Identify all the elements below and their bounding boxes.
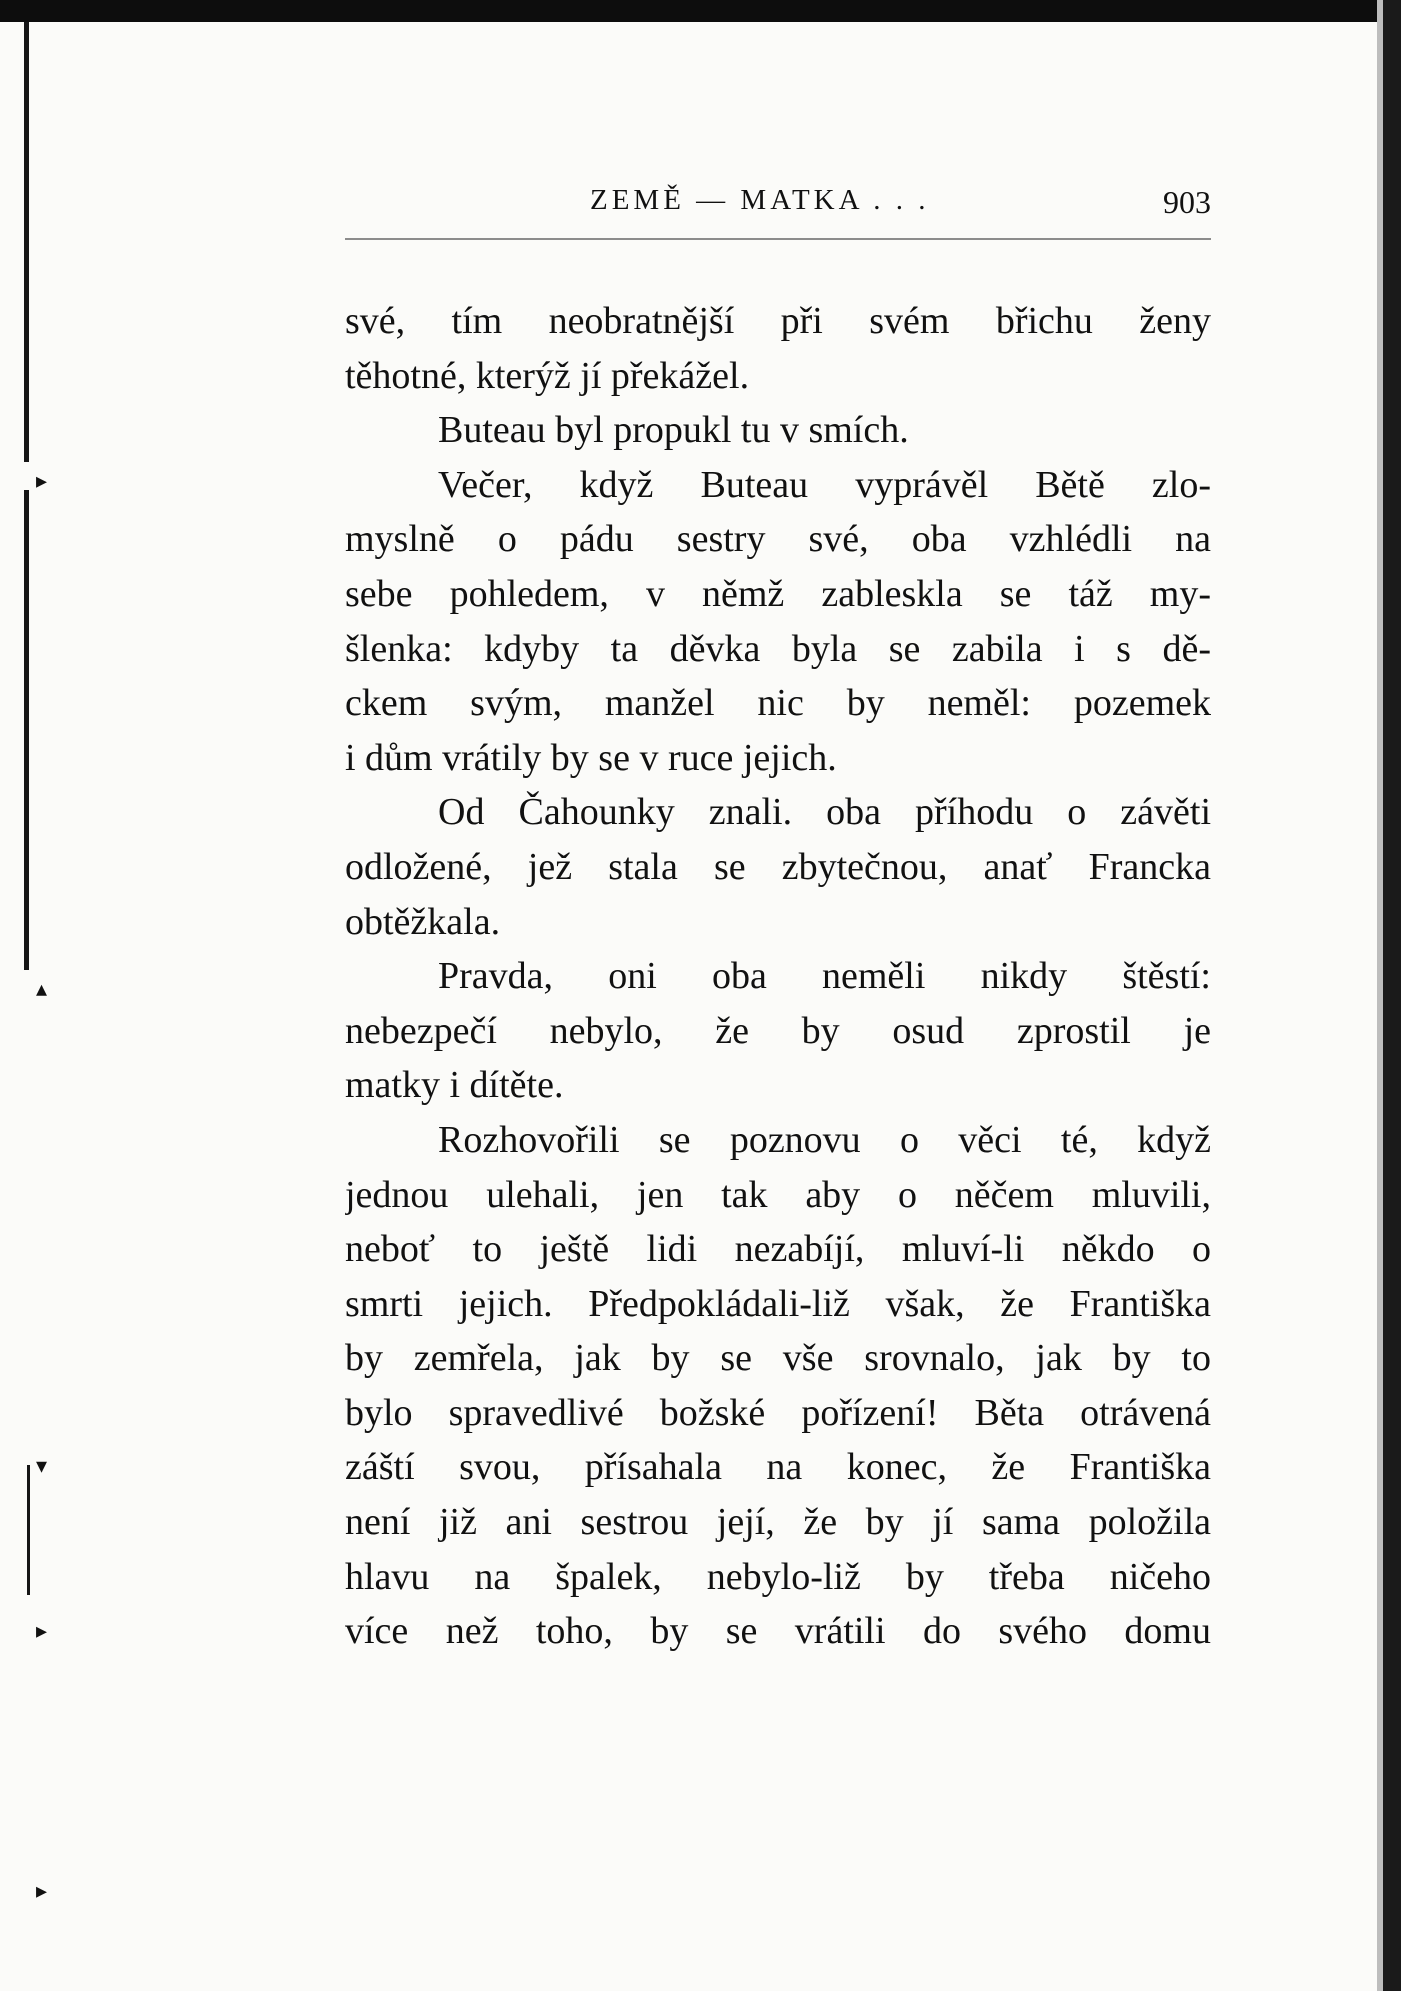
scan-right-border (1383, 0, 1401, 1991)
text-line: záští svou, přísahala na konec, že Františka (345, 1446, 1211, 1489)
text-line: nebezpečí nebylo, že by osud zprostil je (345, 1009, 1211, 1052)
text-line: neboť to ještě lidi nezabíjí, mluví-li někdo o (345, 1228, 1211, 1271)
text-line: sebe pohledem, v němž zableskla se táž my- (345, 572, 1211, 615)
binding-edge-lower (27, 1465, 30, 1595)
page-header (345, 180, 1211, 232)
text-line: více než toho, by se vrátili do svého domu (345, 1610, 1211, 1653)
header-rule (345, 238, 1211, 240)
text-line: obtěžkala. (345, 900, 501, 943)
body-text (345, 294, 1211, 1659)
binding-edge-middle (24, 490, 29, 970)
running-title: ZEMĚ — MATKA . . . (590, 184, 930, 216)
text-line: myslně o pádu sestry své, oba vzhlédli na (345, 518, 1211, 561)
text-line: Rozhovořili se poznovu o věci té, když (438, 1118, 1211, 1161)
text-line: Od Čahounky znali. oba příhodu o závěti (438, 791, 1211, 834)
text-line: ckem svým, manžel nic by neměl: pozemek (345, 682, 1211, 725)
text-line: matky i dítěte. (345, 1064, 564, 1107)
text-line: hlavu na špalek, nebylo-liž by třeba ničeho (345, 1555, 1211, 1598)
margin-mark-icon: ▾ (36, 1453, 48, 1478)
text-line: jednou ulehali, jen tak aby o něčem mluvili, (345, 1173, 1211, 1216)
text-line: odložené, jež stala se zbytečnou, anať Francka (345, 845, 1211, 888)
scan-top-border (0, 0, 1401, 22)
text-line: i dům vrátily by se v ruce jejich. (345, 736, 837, 779)
text-line: šlenka: kdyby ta děvka byla se zabila i s dě- (345, 627, 1211, 670)
text-line: Buteau byl propukl tu v smích. (438, 409, 909, 452)
text-line: bylo spravedlivé božské pořízení! Běta otrávená (345, 1391, 1211, 1434)
text-line: těhotné, kterýž jí překážel. (345, 354, 750, 397)
binding-edge-upper (24, 22, 29, 462)
margin-mark-icon: ▸ (36, 1618, 48, 1643)
text-line: není již ani sestrou její, že by jí sama položila (345, 1501, 1211, 1544)
text-line: své, tím neobratnější při svém břichu ženy (345, 300, 1211, 342)
margin-mark-icon: ▴ (36, 976, 48, 1001)
page-number: 903 (1163, 184, 1211, 220)
text-line: smrti jejich. Předpokládali-liž však, že Františka (345, 1282, 1211, 1325)
margin-mark-icon: ▸ (36, 1878, 48, 1903)
margin-mark-icon: ▸ (36, 468, 48, 493)
text-line: Pravda, oni oba neměli nikdy štěstí: (438, 955, 1211, 998)
text-line: by zemřela, jak by se vše srovnalo, jak by to (345, 1337, 1211, 1380)
text-line: Večer, když Buteau vyprávěl Bětě zlo- (438, 463, 1211, 506)
